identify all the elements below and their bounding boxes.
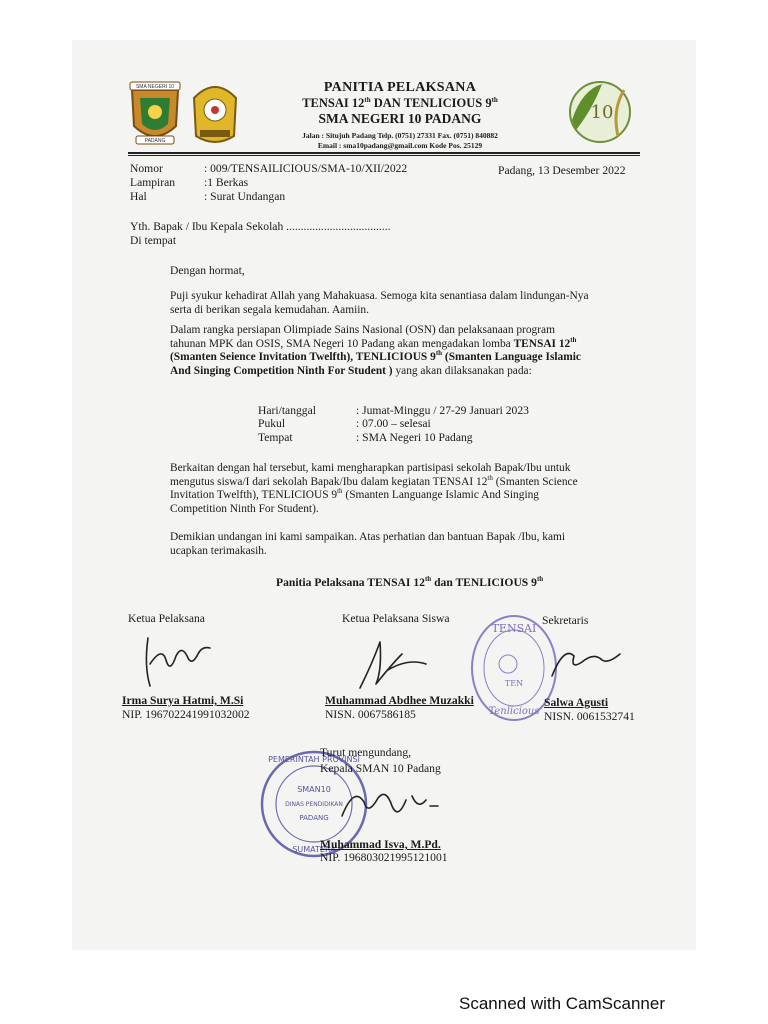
siswa-role: Ketua Pelaksana Siswa	[342, 612, 450, 625]
stamp-outer-text: PEMERINTAH PROVINSI	[268, 755, 360, 764]
kepsek-signature-icon	[334, 776, 444, 842]
greeting: Dengan hormat,	[170, 264, 245, 277]
committee-title: PANITIA PELAKSANA	[323, 80, 477, 95]
stamp-top-text: TENSAI	[491, 622, 537, 635]
nomor-label: Nomor	[130, 162, 163, 175]
hari-value: : Jumat-Minggu / 27-29 Januari 2023	[356, 404, 529, 417]
siswa-nisn: NISN. 0067586185	[325, 708, 416, 721]
ketua-name: Irma Surya Hatmi, M.Si	[122, 694, 244, 707]
paragraph-1: Puji syukur kehadirat Allah yang Mahakuasa. Semoga kita senantiasa dalam lindungan-Nya serta di berikan segala kemudahan. Aamiin.	[170, 290, 589, 316]
committee-closing: Panitia Pelaksana TENSAI 12th dan TENLICIOUS 9th	[276, 575, 544, 589]
lampiran-label: Lampiran	[130, 176, 176, 189]
siswa-name: Muhammad Abdhee Muzakki	[325, 694, 474, 707]
sekretaris-role: Sekretaris	[542, 614, 589, 627]
stamp-mid-text: TEN	[504, 679, 524, 688]
svg-text:10: 10	[590, 102, 614, 123]
stamp-city-text: PADANG	[299, 814, 329, 822]
sekretaris-name: Salwa Agusti	[544, 696, 609, 709]
hal-label: Hal	[130, 190, 147, 203]
province-logo-icon	[126, 76, 184, 148]
school-title: SMA NEGERI 10 PADANG	[318, 111, 482, 126]
header-divider	[128, 152, 640, 154]
address-line: Jalan : Situjuh Padang Telp. (0751) 27331 Fax. (0751) 840882	[302, 131, 498, 140]
letter-date: Padang, 13 Desember 2022	[498, 164, 626, 177]
camscanner-watermark: Scanned with CamScanner	[459, 994, 666, 1013]
logo-top-text: SMA NEGERI 10	[135, 84, 175, 90]
event-title: TENSAI 12th DAN TENLICIOUS 9th	[302, 95, 498, 110]
paragraph-3: Berkaitan dengan hal tersebut, kami mengharapkan partisipasi sekolah Bapak/Ibu untuk mengutus siswa/I dari sekolah Bapak/Ibu dalam kegiatan TENSAI 12th (Smanten Science Invitation Twelfth), TENLICIOUS 9th (Smanten Languange Islamic And Singing Competition Ninth For Student).	[170, 462, 578, 515]
stamp-bottom-text: Tenlicious	[488, 706, 540, 717]
lampiran-value: :1 Berkas	[204, 176, 249, 189]
kepsek-nip: NIP. 196803021995121001	[320, 851, 448, 864]
stamp-region-text: SUMATERA	[292, 845, 336, 854]
paragraph-4: Demikian undangan ini kami sampaikan. Atas perhatian dan bantuan Bapak /Ibu, kami ucapkan terimakasih.	[170, 531, 566, 557]
osis-logo-icon	[190, 78, 240, 148]
pukul-label: Pukul	[258, 417, 286, 430]
siswa-signature-icon	[352, 634, 432, 692]
hal-value: : Surat Undangan	[204, 190, 286, 203]
ketua-nip: NIP. 196702241991032002	[122, 708, 250, 721]
tempat-label: Tempat	[258, 431, 293, 444]
paragraph-2: Dalam rangka persiapan Olimpiade Sains Nasional (OSN) dan pelaksanaan program tahunan MPK dan OSIS, SMA Negeri 10 Padang akan mengadakan lomba TENSAI 12th (Smanten Seience Invitation Twelfth), TENLICIOUS 9th (Smanten Language Islamic And Singing Competition Ninth For Student ) yang akan dilaksanakan pada:	[170, 324, 581, 377]
event-logo-icon	[562, 70, 636, 148]
sekretaris-signature-icon	[546, 636, 624, 686]
ketua-signature-icon	[136, 626, 216, 692]
nomor-value: : 009/TENSAILICIOUS/SMA-10/XII/2022	[204, 162, 408, 175]
recipient: Yth. Bapak / Ibu Kepala Sekolah ....................................	[130, 220, 391, 233]
kepsek-role-line2: Kepala SMAN 10 Padang	[320, 762, 441, 775]
kepsek-role-line1: Turut mengundang,	[320, 746, 412, 759]
sekretaris-nisn: NISN. 0061532741	[544, 710, 635, 723]
recipient-place: Di tempat	[130, 234, 177, 247]
stamp-school-text: SMAN10	[297, 785, 331, 794]
header-divider-thin	[128, 155, 640, 156]
logo-bottom-text: PADANG	[144, 138, 166, 144]
ketua-role: Ketua Pelaksana	[128, 612, 205, 625]
kepsek-name: Muhammad Isva, M.Pd.	[320, 838, 441, 851]
tempat-value: : SMA Negeri 10 Padang	[356, 431, 473, 444]
hari-label: Hari/tanggal	[258, 404, 316, 417]
email-line: Email : sma10padang@gmail.com Kode Pos. 25129	[317, 141, 483, 150]
stamp-dept-text: DINAS PENDIDIKAN	[285, 801, 343, 808]
pukul-value: : 07.00 – selesai	[356, 417, 431, 430]
